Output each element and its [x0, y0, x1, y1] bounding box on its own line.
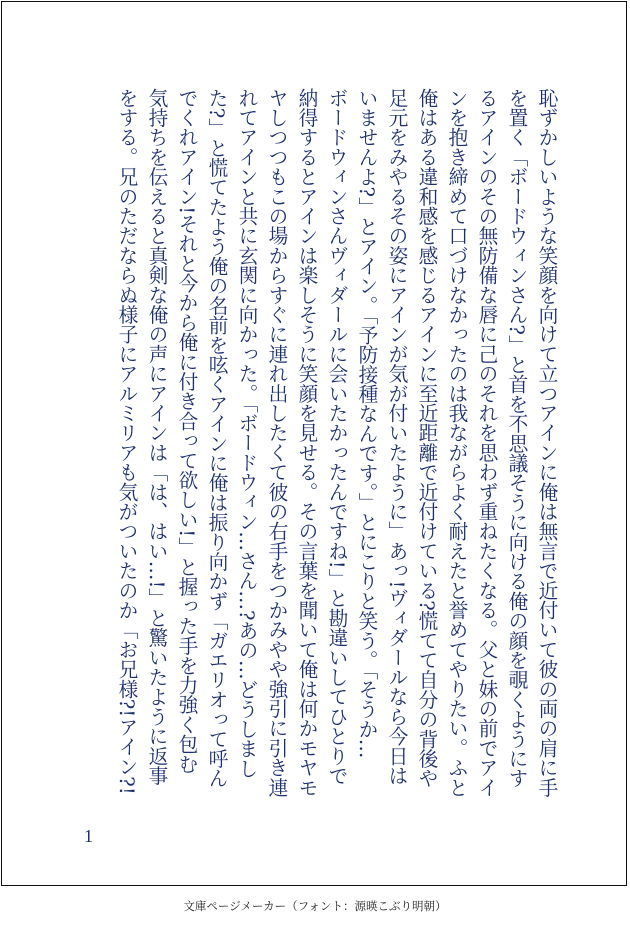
- text-line: を置く「ボードウィンさん?」と首を不思議そうに向ける俺の顔を覗くようにす: [505, 88, 528, 789]
- text-line: ボードウィンさんヴィダールに会いたかったんですね!」と勘違いしてひとりで: [325, 88, 348, 786]
- text-line: 足元をみやるその姿にアインが気が付いたように」あっ!ヴィダールなら今日は: [385, 88, 408, 786]
- text-line: るアインのその無防備な唇に己のそれを思わず重ねたくなる。父と妹の前でアイ: [475, 88, 498, 798]
- text-line: た?」と慌てたよう俺の名前を呟くアインに俺は振り向かず「ガエリオって呼ん: [205, 88, 228, 789]
- book-page: [1, 1, 627, 886]
- text-line: れてアインと共に玄関に向かった。「ボードウィン…さん…?あの…どうしまし: [235, 88, 258, 779]
- text-line: 恥ずかしいような笑顔を向けて立つアインに俺は無言で近付いて彼の両の肩に手: [535, 88, 558, 798]
- text-line: でくれアイン!それと今から俺に付き合って欲しい!」と握った手を力強く包む: [175, 88, 198, 774]
- text-line: いませんよ?」とアイン。「予防接種なんです。」とにこりと笑う。「そうか…: [355, 88, 378, 759]
- text-line: 納得するとアインは楽しそうに笑顔を見せる。その言葉を聞いて俺は何かモヤモ: [295, 88, 318, 798]
- page-number: 1: [84, 826, 93, 846]
- text-line: をする。兄のただならぬ様子にアルミリアも気がついたのか「お兄様?!アイン?!: [115, 88, 138, 795]
- text-line: ンを抱き締めて口づけなかったのは我ながらよく耐えたと誉めてやりたい。ふと: [445, 88, 468, 798]
- text-line: 気持ちを伝えると真剣な俺の声にアインは「は、はい…!」と驚いたように返事: [145, 88, 168, 786]
- footer-credit: 文庫ページメーカー（フォント：源暎こぶり明朝）: [183, 899, 447, 913]
- text-line: ヤしつつもこの場からすぐに連れ出したくて彼の右手をつかみやや強引に引き連: [265, 88, 288, 798]
- text-line: 俺はある違和感を感じるアインに至近距離で近付けている?慌てて自分の背後や: [415, 88, 438, 789]
